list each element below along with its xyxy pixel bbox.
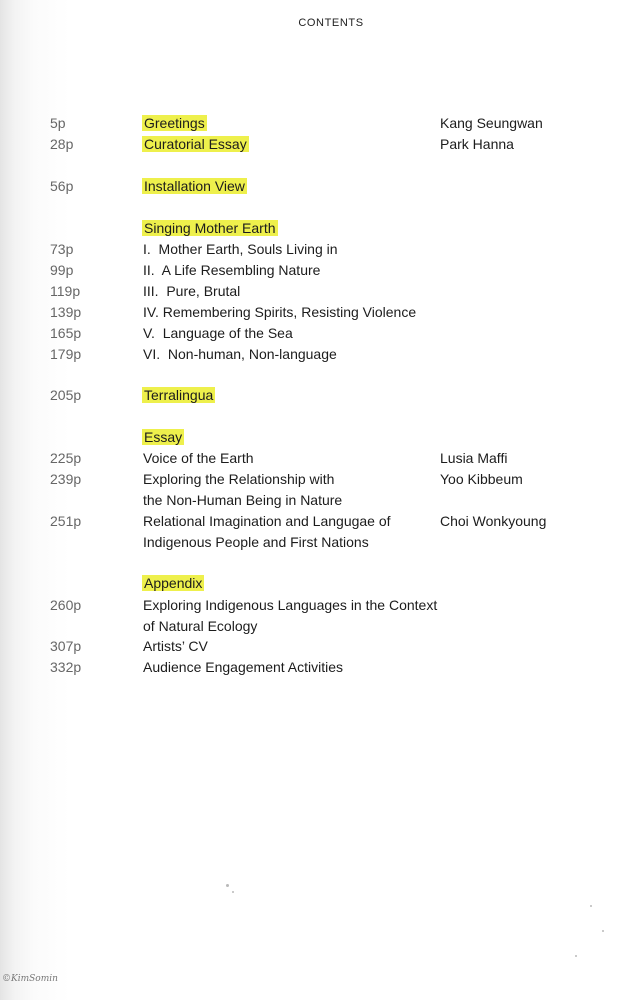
page-number: 28p [50, 136, 74, 152]
entry-author: Lusia Maffi [440, 450, 508, 466]
page-number: 239p [50, 471, 82, 487]
toc-entry [0, 239, 640, 260]
entry-title: IV. Remembering Spirits, Resisting Violence [143, 304, 417, 320]
toc-entry [0, 260, 640, 281]
entry-author: Kang Seungwan [440, 115, 543, 131]
section-title [143, 218, 278, 239]
entry-title: the Non-Human Being in Nature [143, 492, 343, 508]
entry-title [143, 134, 249, 155]
page-number: 225p [50, 450, 82, 466]
entry-title: VI. Non-human, Non-language [143, 346, 337, 362]
page-number: 73p [50, 241, 74, 257]
scan-speck [232, 891, 234, 893]
entry-title [143, 385, 215, 406]
toc-section-heading [0, 573, 640, 594]
entry-author: Choi Wonkyoung [440, 513, 547, 529]
scan-speck [602, 930, 604, 932]
toc-entry [0, 385, 640, 406]
toc-entry [0, 448, 640, 469]
page-number: 165p [50, 325, 82, 341]
highlighted-title: Curatorial Essay [144, 136, 247, 152]
entry-title: Exploring the Relationship with [143, 471, 335, 487]
entry-author: Park Hanna [440, 136, 514, 152]
toc-entry [0, 302, 640, 323]
highlighted-title: Essay [144, 429, 183, 445]
entry-title: III. Pure, Brutal [143, 283, 241, 299]
toc-entry [0, 657, 640, 678]
page-number: 56p [50, 178, 74, 194]
toc-section-heading [0, 427, 640, 448]
entry-title: Voice of the Earth [143, 450, 254, 466]
highlighted-title: Singing Mother Earth [144, 220, 276, 236]
entry-title [143, 176, 247, 197]
entry-title: II. A Life Resembling Nature [143, 262, 321, 278]
toc-entry-continuation [0, 490, 640, 511]
page-number: 307p [50, 638, 82, 654]
toc-entry [0, 595, 640, 616]
entry-title: Artists’ CV [143, 638, 208, 654]
page-number: 99p [50, 262, 74, 278]
toc-entry-continuation [0, 616, 640, 637]
page-title: CONTENTS [298, 17, 364, 29]
highlighted-title: Installation View [144, 178, 245, 194]
page-number: 139p [50, 304, 82, 320]
page-number: 332p [50, 659, 82, 675]
entry-title: Indigenous People and First Nations [143, 534, 369, 550]
entry-title: Audience Engagement Activities [143, 659, 344, 675]
entry-title: Relational Imagination and Langugae of [143, 513, 391, 529]
page-number: 205p [50, 387, 82, 403]
toc-entry [0, 469, 640, 490]
highlighted-title: Greetings [144, 115, 205, 131]
toc-entry [0, 113, 640, 134]
entry-title: Exploring Indigenous Languages in the Context [143, 597, 438, 613]
toc-entry [0, 134, 640, 155]
toc-entry [0, 344, 640, 365]
entry-author: Yoo Kibbeum [440, 471, 523, 487]
toc-entry [0, 323, 640, 344]
toc-section-heading [0, 218, 640, 239]
entry-title: V. Language of the Sea [143, 325, 293, 341]
scan-speck [226, 884, 229, 887]
entry-title [143, 113, 207, 134]
highlighted-title: Appendix [144, 575, 203, 591]
toc-entry [0, 281, 640, 302]
entry-title: of Natural Ecology [143, 618, 258, 634]
highlighted-title: Terralingua [144, 387, 214, 403]
page-number: 260p [50, 597, 82, 613]
page-number: 5p [50, 115, 66, 131]
section-title [143, 427, 184, 448]
toc-entry [0, 511, 640, 532]
scan-speck [590, 905, 592, 907]
page-number: 119p [50, 283, 81, 299]
page-number: 251p [50, 513, 82, 529]
scan-speck [575, 955, 577, 957]
entry-title: I. Mother Earth, Souls Living in [143, 241, 338, 257]
section-title [143, 573, 204, 594]
watermark: ©KimSomin [2, 974, 58, 984]
toc-entry-continuation [0, 532, 640, 553]
page-number: 179p [50, 346, 82, 362]
toc-entry [0, 636, 640, 657]
toc-entry [0, 176, 640, 197]
